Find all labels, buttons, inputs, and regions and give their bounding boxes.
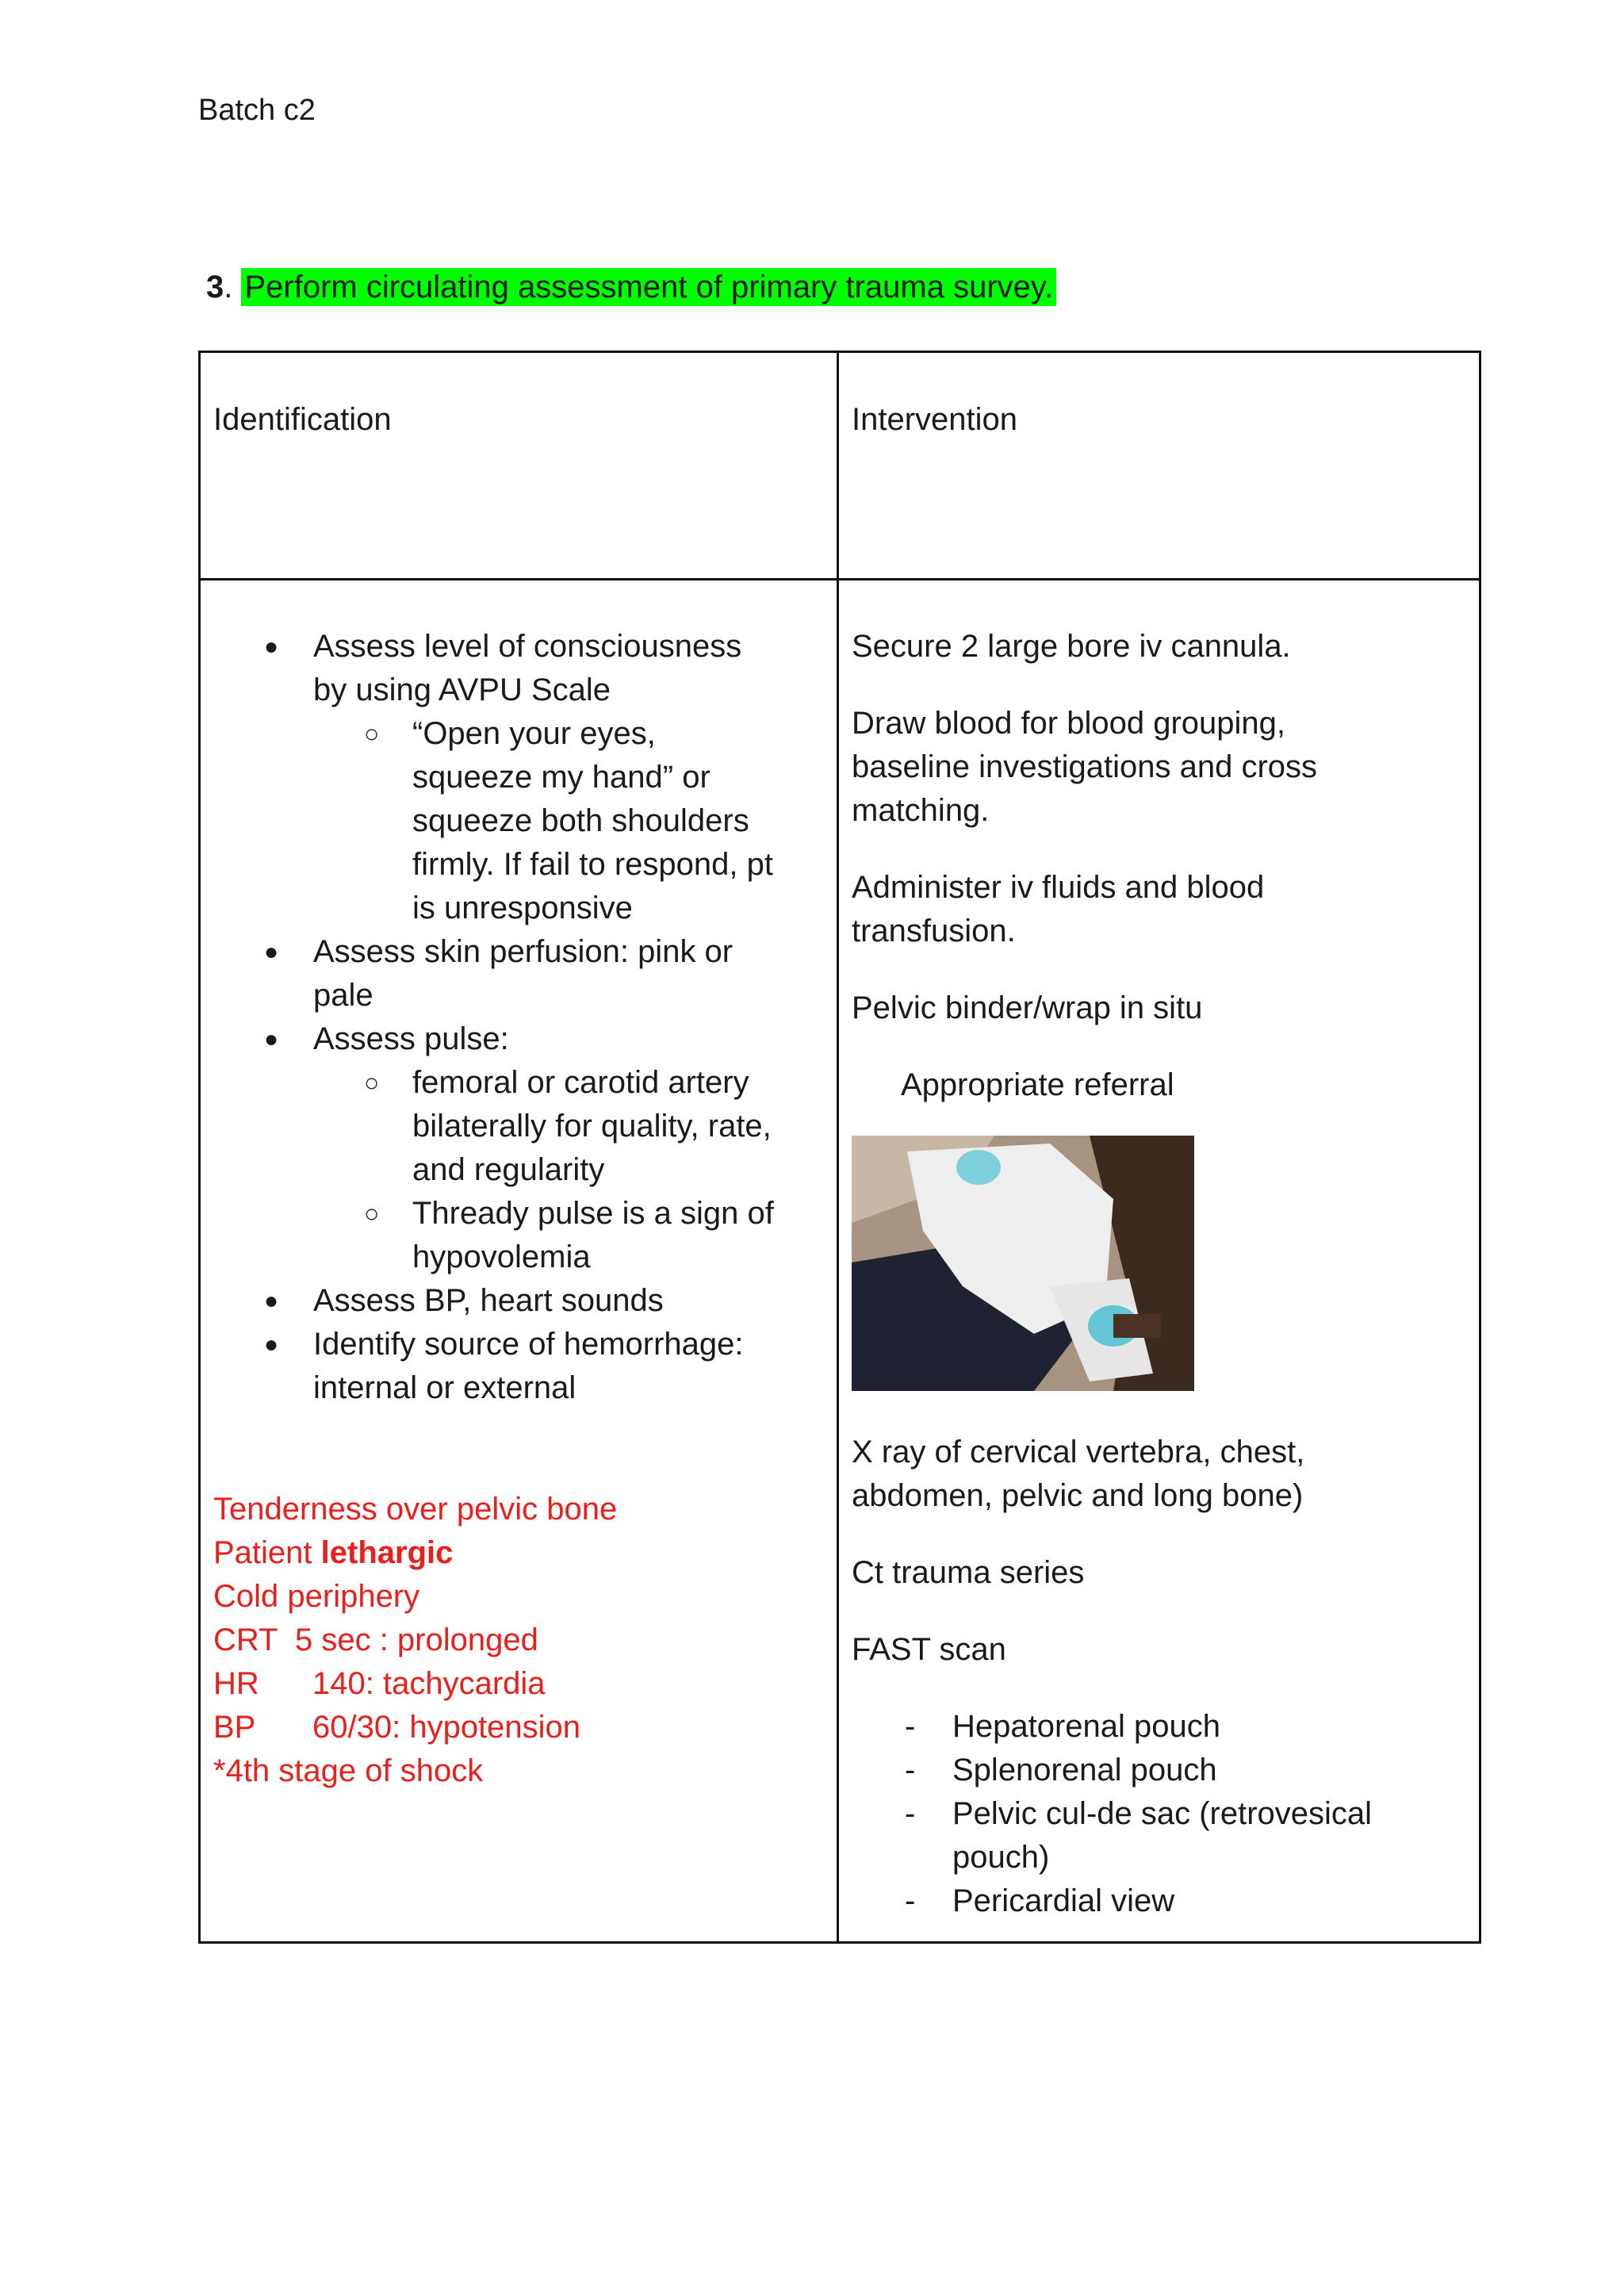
sub-list-item: ○ Thready pulse is a sign of hypovolemia xyxy=(201,1192,837,1279)
sub-list-item: ○ femoral or carotid artery bilaterally for quality, rate, and regularity xyxy=(201,1061,837,1192)
list-item: ● Assess skin perfusion: pink or pale xyxy=(201,930,837,1017)
circle-bullet-icon: ○ xyxy=(364,1068,380,1097)
intervention-ct: Ct trauma series xyxy=(852,1555,1085,1590)
photo-image xyxy=(852,1136,1194,1391)
finding-hr: HR 140: tachycardia xyxy=(213,1666,546,1701)
intervention-referral: Appropriate referral xyxy=(901,1067,1174,1102)
table-body-row xyxy=(200,580,1480,1943)
table-header-row xyxy=(200,352,1480,580)
finding-stage: *4th stage of shock xyxy=(213,1753,484,1788)
intervention-blood: Draw blood for blood grouping, baseline investigations and cross matching. xyxy=(852,706,1318,828)
finding-crt: CRT 5 sec : prolonged xyxy=(213,1623,538,1657)
list-item: - Splenorenal pouch xyxy=(839,1749,1479,1792)
intervention-fluids: Administer iv fluids and blood transfusion. xyxy=(852,870,1265,948)
circle-bullet-icon: ○ xyxy=(364,1199,380,1228)
fast-views-list xyxy=(839,1705,1479,1923)
clinical-findings xyxy=(201,1488,837,1793)
bullet-icon: ● xyxy=(264,634,279,660)
section-number: 3 xyxy=(206,270,224,305)
dash-bullet-icon: - xyxy=(905,1709,916,1744)
intervention-fast: FAST scan xyxy=(852,1632,1006,1667)
list-item: ● Assess BP, heart sounds xyxy=(201,1279,837,1323)
intervention-header: Intervention xyxy=(838,352,1480,580)
bullet-icon: ● xyxy=(264,1331,279,1358)
intervention-iv: Secure 2 large bore iv cannula. xyxy=(852,629,1291,664)
finding-patient: Patient lethargic xyxy=(213,1535,454,1570)
section-heading: 3. Perform circulating assessment of primary trauma survey. xyxy=(206,270,1056,305)
dash-bullet-icon: - xyxy=(905,1883,916,1918)
pelvic-binder-photo xyxy=(852,1136,1194,1391)
bullet-icon: ● xyxy=(264,1288,279,1314)
dash-bullet-icon: - xyxy=(905,1753,916,1787)
dash-bullet-icon: - xyxy=(905,1796,916,1831)
list-item: - Pericardial view xyxy=(839,1879,1479,1923)
finding-tenderness: Tenderness over pelvic bone xyxy=(213,1492,618,1527)
identification-header: Identification xyxy=(200,352,838,580)
bullet-icon: ● xyxy=(264,1026,279,1052)
list-item: ● Identify source of hemorrhage: internal or external xyxy=(201,1323,837,1410)
identification-cell xyxy=(200,580,838,1943)
intervention-cell xyxy=(838,580,1480,1943)
finding-cold: Cold periphery xyxy=(213,1579,420,1614)
bullet-icon: ● xyxy=(264,939,279,965)
list-item: - Pelvic cul-de sac (retrovesical pouch) xyxy=(839,1792,1479,1879)
list-item: ● Assess level of consciousness by using AVPU Scale ○ “Open your eyes, squeeze my hand” or squeeze both shoulders firmly. If fail to respond, pt is unresponsive xyxy=(201,625,837,930)
page-header: Batch c2 xyxy=(198,94,316,127)
section-title: Perform circulating assessment of primary trauma survey. xyxy=(241,268,1056,306)
list-item: ● Assess pulse: ○ femoral or carotid artery bilaterally for quality, rate, and regularity ○ Thready pulse is a sign of hypovolemia xyxy=(201,1017,837,1279)
finding-bp: BP 60/30: hypotension xyxy=(213,1710,581,1745)
assessment-table xyxy=(198,351,1481,1944)
intervention-xray: X ray of cervical vertebra, chest, abdomen, pelvic and long bone) xyxy=(852,1435,1305,1513)
circle-bullet-icon: ○ xyxy=(364,719,380,748)
sub-list-item: ○ “Open your eyes, squeeze my hand” or squeeze both shoulders firmly. If fail to respond, pt is unresponsive xyxy=(201,712,837,930)
identification-list xyxy=(201,625,837,1410)
intervention-binder: Pelvic binder/wrap in situ xyxy=(852,990,1203,1025)
list-item: - Hepatorenal pouch xyxy=(839,1705,1479,1749)
